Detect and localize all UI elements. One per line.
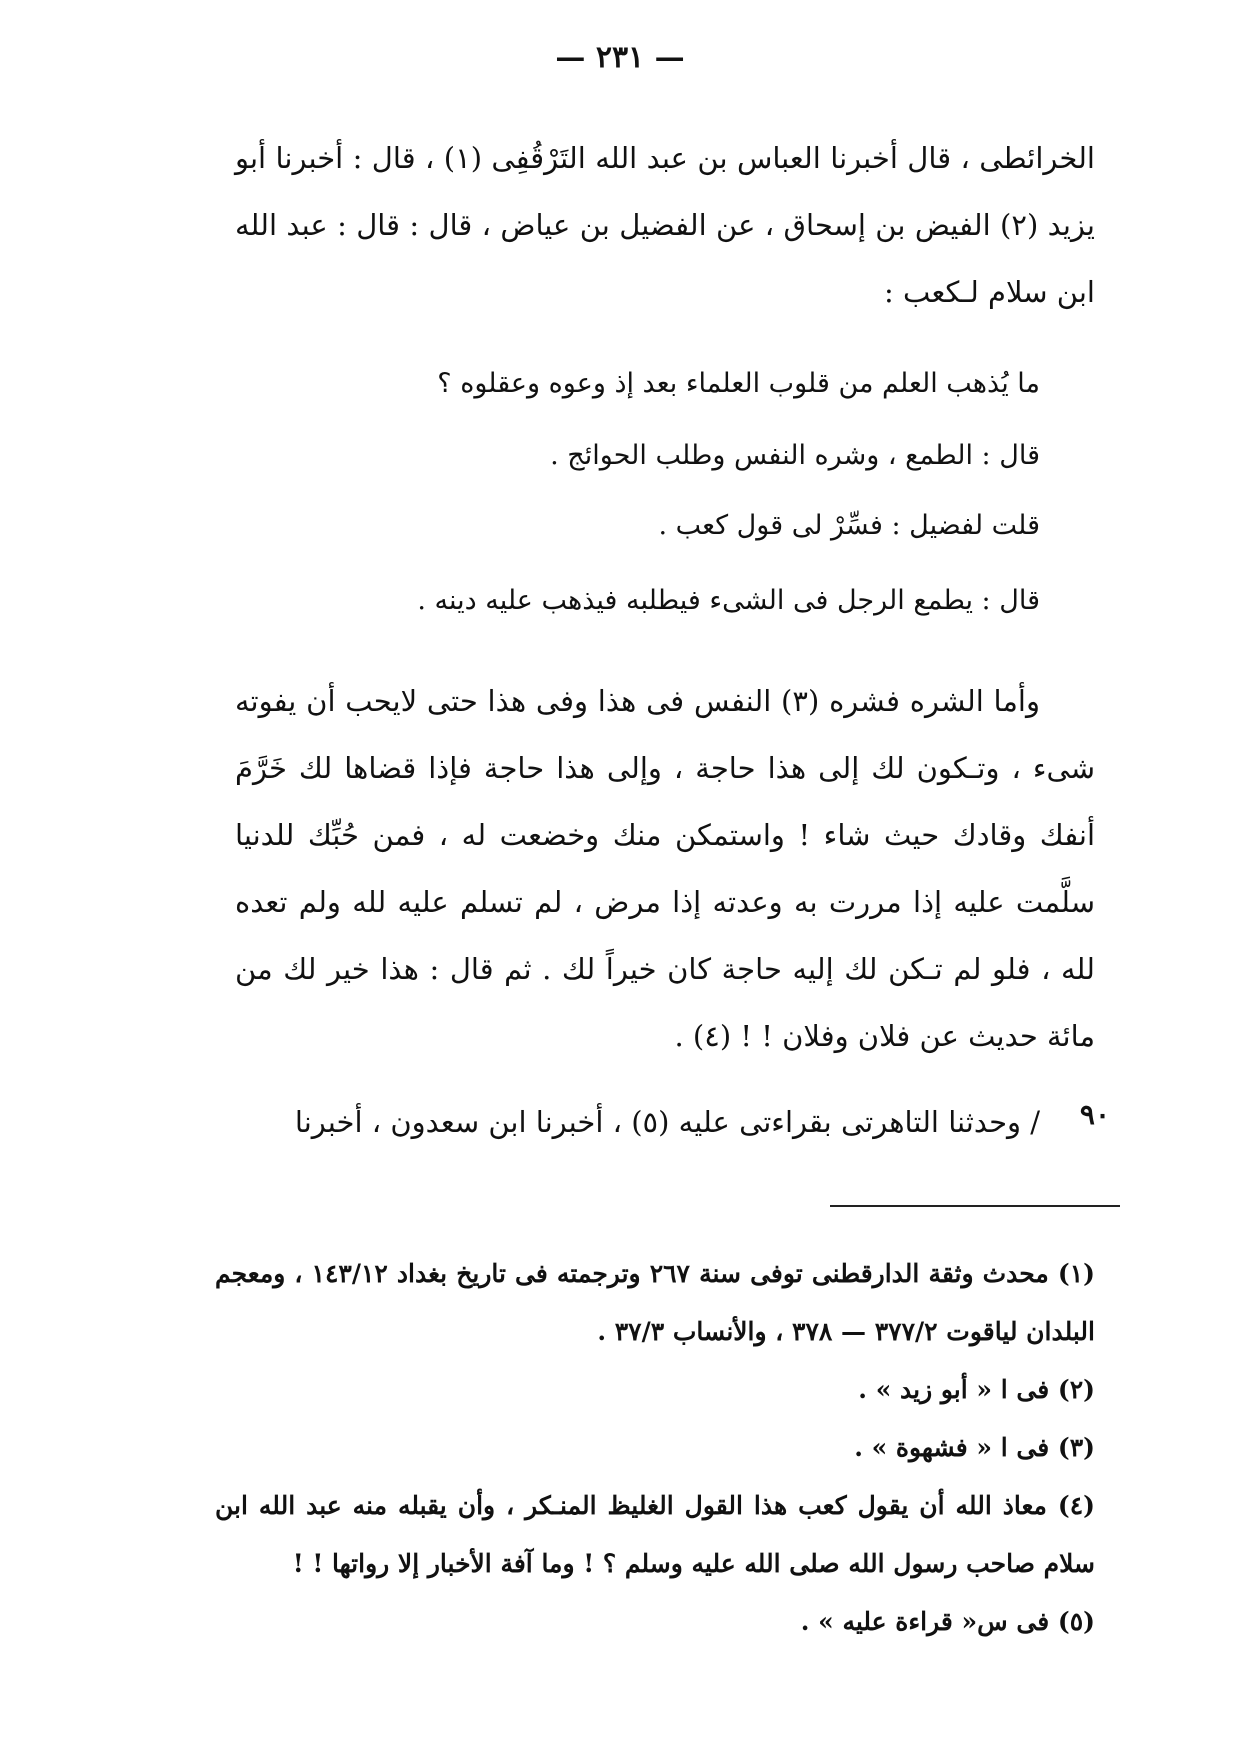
dialogue-line-1: ما يُذهب العلم من قلوب العلماء بعد إذ وعوه وعقلوه ؟: [437, 368, 1040, 399]
margin-number: ٩٠: [1079, 1098, 1110, 1131]
footnote-2: (٢) فى ا « أبو زيد » .: [858, 1375, 1095, 1404]
footnote-separator: [830, 1205, 1120, 1207]
intro-paragraph: الخرائطى ، قال أخبرنا العباس بن عبد الله التَرْقُفِى (١) ، قال : أخبرنا أبو يزيد (٢) الفيض بن إسحاق ، عن الفضيل بن عياض ، قال : قال : عبد الله ابن سلام لـكعب :: [235, 141, 1095, 309]
footnote-3: (٣) فى ا « فشهوة » .: [854, 1433, 1095, 1462]
page-number: — ٢٣١ —: [555, 40, 685, 75]
commentary-text: وأما الشره فشره (٣) النفس فى هذا وفى هذا حتى لايحب أن يفوته شىء ، وتـكون لك إلى هذا حاجة ، وإلى هذا حاجة فإذا قضاها لك خَرَّمَ أنفك وقادك حيث شاء ! واستمكن منك وخضعت له ، فمن حُبِّك للدنيا سلَّمت عليه إذا مررت به وعدته إذا مرض ، لم تسلم عليه لله ولم تعده لله ، فلو لم تـكن لك إليه حاجة كان خيراً لك . ثم قال : هذا خير لك من مائة حديث عن فلان وفلان ! ! (٤) .: [235, 684, 1095, 1053]
dialogue-line-3: قلت لفضيل : فسِّرْ لى قول كعب .: [658, 510, 1040, 541]
footnotes: [215, 1245, 1095, 1651]
footnote-5: (٥) فى س« قراءة عليه » .: [800, 1607, 1095, 1636]
dialogue-line-4: قال : يطمع الرجل فى الشىء فيطلبه فيذهب عليه دينه .: [417, 585, 1040, 616]
isnad-line: / وحدثنا التاهرتى بقراءتى عليه (٥) ، أخبرنا ابن سعدون ، أخبرنا: [294, 1105, 1040, 1139]
commentary-paragraph: [235, 668, 1095, 1070]
dialogue-line-2: قال : الطمع ، وشره النفس وطلب الحوائج .: [550, 440, 1040, 471]
footnote-1: (١) محدث وثقة الدارقطنى توفى سنة ٢٦٧ وترجمته فى تاريخ بغداد ١٤٣/١٢ ، ومعجم البلدان لياقوت ٣٧٧/٢ — ٣٧٨ ، والأنساب ٣٧/٣ .: [215, 1259, 1095, 1346]
footnote-4: (٤) معاذ الله أن يقول كعب هذا القول الغليظ المنـكر ، وأن يقبله منه عبد الله ابن سلام صاحب رسول الله صلى الله عليه وسلم ؟ ! وما آفة الأخبار إلا رواتها ! !: [215, 1491, 1095, 1578]
